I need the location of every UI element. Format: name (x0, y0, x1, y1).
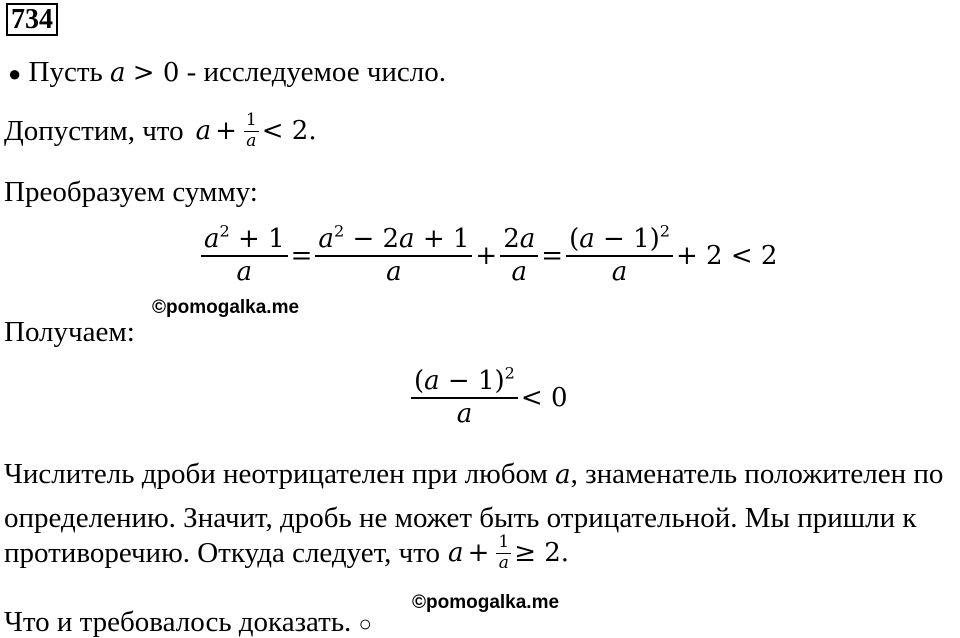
math-plus: + (467, 538, 490, 569)
fraction-denominator: a (611, 257, 628, 288)
fraction-numerator: $(a - 1)^2$ (411, 368, 518, 399)
fraction-denominator: a (386, 257, 402, 288)
math-relation: > 0 (132, 58, 180, 88)
fraction-numerator: $a^2 + 1$ (201, 226, 288, 257)
fraction-numerator: 2a (500, 226, 538, 257)
math-tail: < 0 (520, 383, 568, 414)
fraction-numerator: $a^2 - 2a + 1$ (315, 226, 472, 257)
fraction (201, 221, 288, 288)
result-label: Получаем: (4, 316, 135, 348)
equation-result (408, 363, 568, 430)
fraction-numerator: 1 (498, 532, 510, 552)
fraction-denominator: a (246, 130, 257, 151)
conclusion-line: Что и требовалось доказать. ○ (4, 606, 372, 638)
math-var: a (448, 538, 464, 569)
math-relation: < 2. (261, 116, 317, 147)
fraction (411, 363, 518, 430)
math-var: a (555, 460, 571, 490)
watermark: ©pomogalka.me (412, 592, 560, 613)
math-equals: = (541, 241, 564, 272)
statement-line (8, 58, 446, 87)
math-tail: + 2 < 2 (676, 241, 778, 272)
fraction-denominator: a (236, 257, 253, 288)
math-var: a (195, 116, 212, 147)
fraction (496, 534, 511, 573)
math-var: a (110, 58, 126, 88)
fraction (244, 112, 259, 151)
math-plus: + (475, 241, 498, 272)
watermark: ©pomogalka.me (152, 297, 300, 318)
problem-number: 734 (6, 3, 58, 36)
math-relation: ≥ 2. (514, 538, 570, 569)
text: - исследуемое число. (186, 56, 447, 88)
transform-label: Преобразуем сумму: (4, 176, 258, 208)
fraction (500, 226, 538, 287)
fraction-denominator: a (456, 399, 473, 430)
text: Допустим, что (4, 114, 184, 147)
fraction-denominator: a (498, 552, 509, 573)
paragraph-line: определению. Значит, дробь не может быть отрицательной. Мы пришли к (4, 502, 917, 534)
assumption-line (4, 112, 317, 151)
bullet-icon: ● (8, 61, 22, 86)
math-plus: + (215, 116, 237, 147)
fraction-denominator: a (511, 257, 527, 288)
equation-main (198, 221, 778, 288)
paragraph-line: противоречию. Откуда следует, что a + $\frac{1}{a}$ ≥ 2. (4, 532, 570, 573)
math-equals: = (290, 241, 313, 272)
fraction-numerator: $(a - 1)^2$ (566, 226, 673, 257)
end-of-proof-icon: ○ (358, 611, 372, 636)
fraction (566, 221, 673, 288)
fraction (315, 221, 472, 288)
text: Пусть (28, 56, 103, 88)
fraction-numerator: 1 (245, 110, 257, 130)
paragraph-line: Числитель дроби неотрицателен при любом a, знаменатель положителен по (4, 458, 944, 490)
